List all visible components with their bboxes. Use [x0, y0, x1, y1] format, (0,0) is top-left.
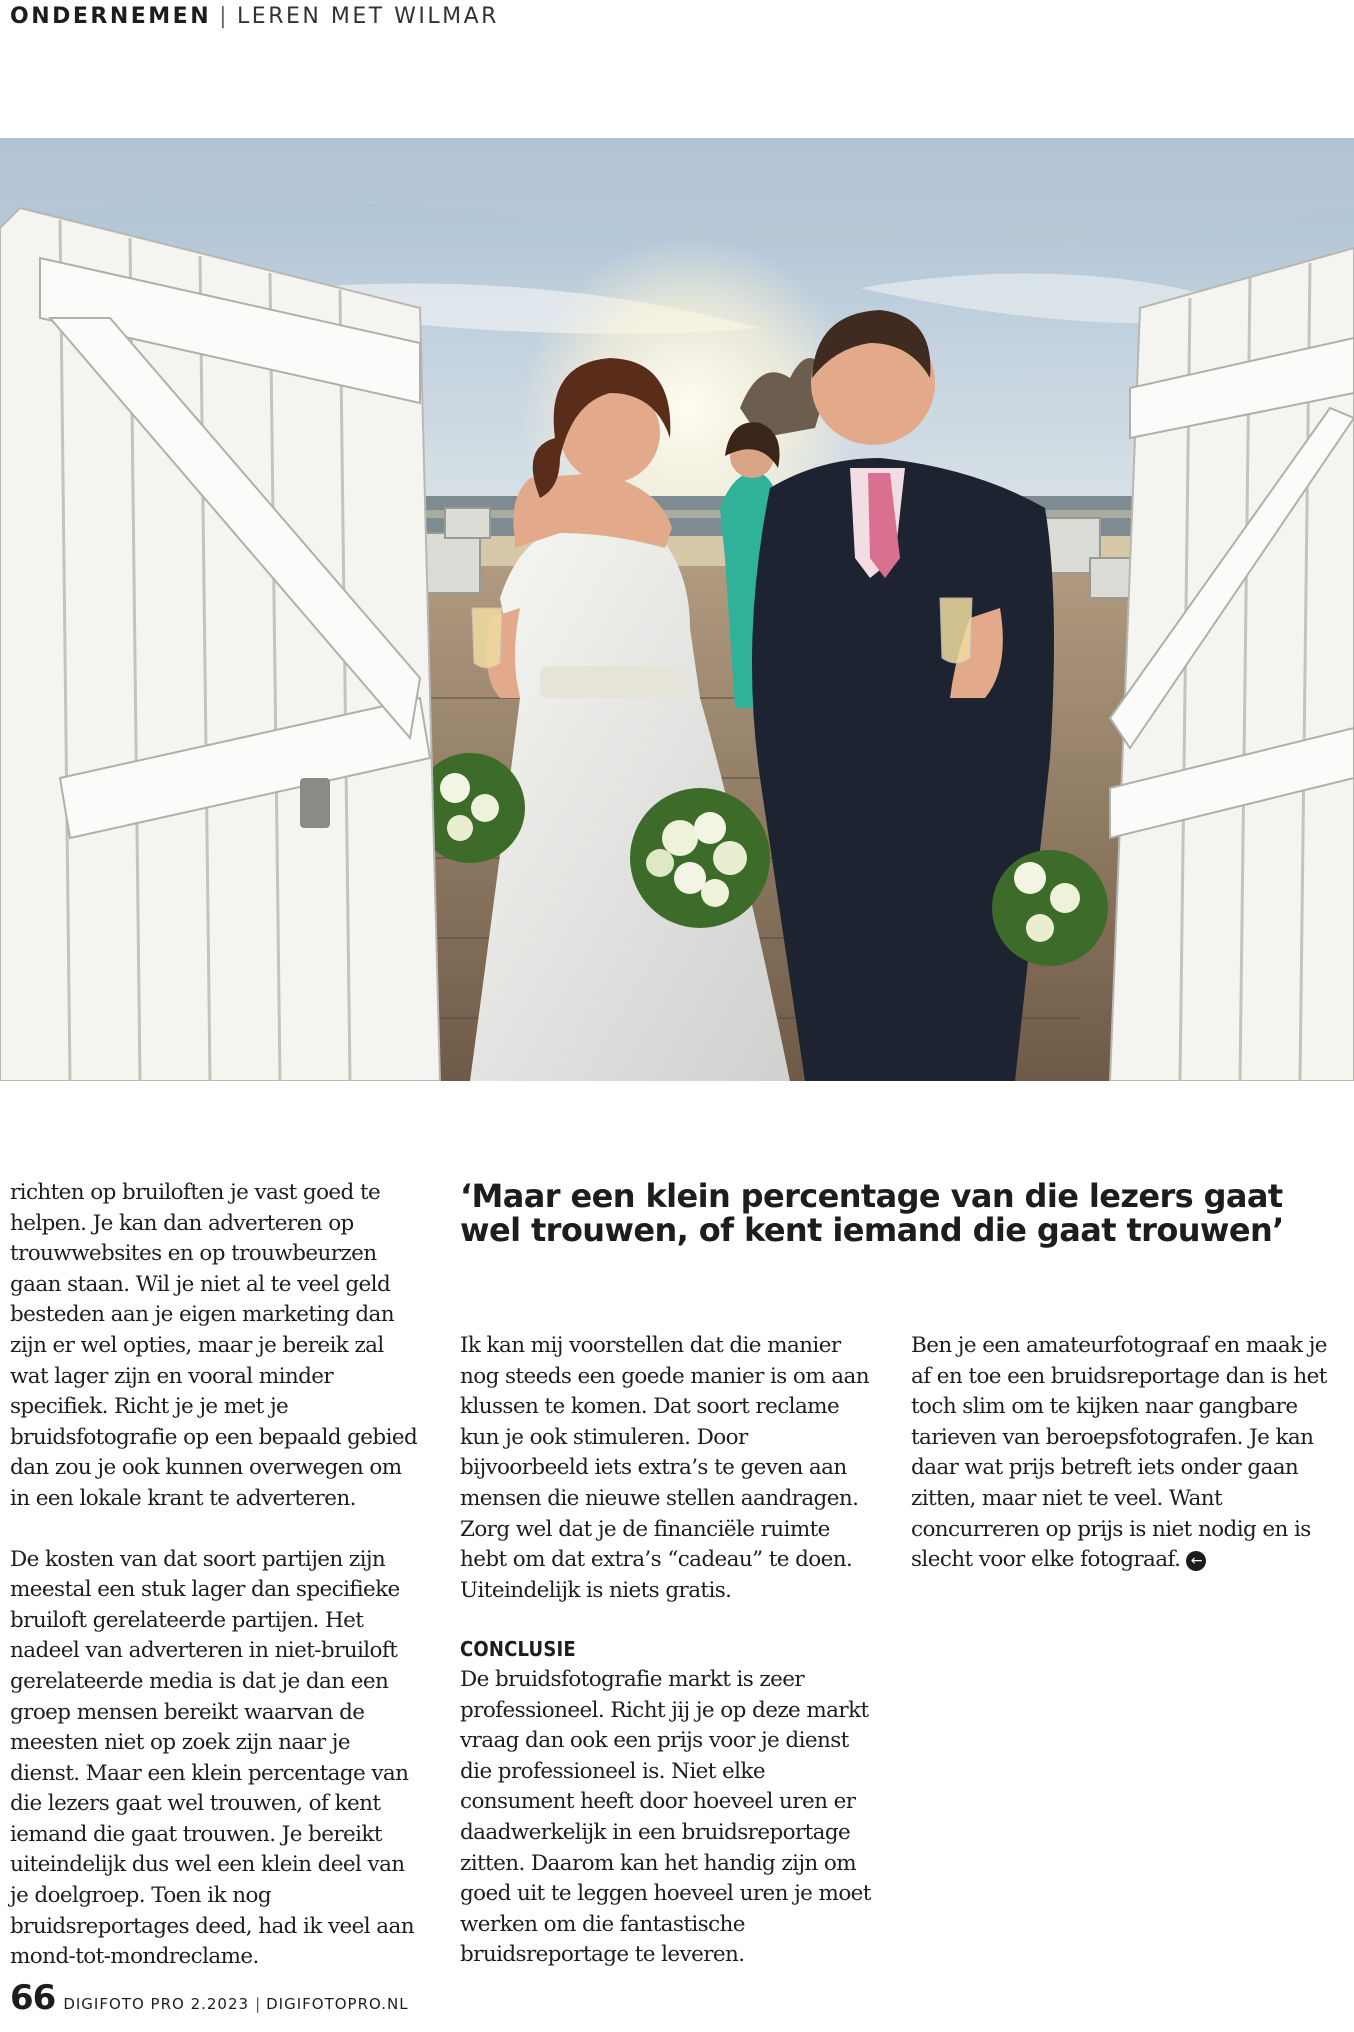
body-column-1	[10, 1178, 422, 1973]
section-label: ONDERNEMEN	[10, 4, 212, 29]
wedding-photo	[0, 138, 1354, 1081]
paragraph	[911, 1331, 1336, 1576]
paragraph: De kosten van dat soort partijen zijn meestal een stuk lager dan specifieke bruiloft gerelateerde partijen. Het nadeel van adverteren in niet-bruiloft gerelateerde media is dat je dan een groep mensen bereikt waarvan de meesten niet op zoek zijn naar je dienst. Maar een klein percentage van die lezers gaat wel trouwen, of kent iemand die gaat trouwen. Je bereikt uiteindelijk dus wel een klein deel van je doelgroep. Toen ik nog bruidsreportages deed, had ik veel aan mond-tot-mondreclame.	[10, 1546, 414, 1970]
body-column-2	[460, 1331, 880, 1971]
header-separator: |	[219, 4, 230, 29]
series-title: LEREN MET WILMAR	[237, 4, 499, 29]
page-number: 66	[10, 1978, 56, 2018]
paragraph: De bruidsfotografie markt is zeer professioneel. Richt jij je op deze markt vraag dan ook een prijs voor je dienst die professioneel is. Niet elke consument heeft door hoeveel uren er daadwerkelijk in een bruidsreportage zitten. Daarom kan het handig zijn om goed uit te leggen hoeveel uren je moet werken om die fantastische bruidsreportage te leveren.	[460, 1666, 871, 1968]
paragraph: Ik kan mij voorstellen dat die manier nog steeds een goede manier is om aan klussen te komen. Dat soort reclame kun je ook stimuleren. Door bijvoorbeeld iets extra’s te geven aan mensen die nieuwe stellen aandragen. Zorg wel dat je de financiële ruimte hebt om dat extra’s “cadeau” te doen. Uiteindelijk is niets gratis.	[460, 1333, 869, 1603]
page-footer	[10, 1978, 409, 2018]
paragraph: richten op bruiloften je vast goed te helpen. Je kan dan adverteren op trouwwebsites en op trouwbeurzen gaan staan. Wil je niet al te veel geld besteden aan je eigen marketing dan zijn er wel opties, maar je bereik zal wat lager zijn en vooral minder specifiek. Richt je je met je bruidsfotografie op een bepaald gebied dan zou je ook kunnen overwegen om in een lokale krant te adverteren.	[10, 1180, 418, 1511]
footer-separator: |	[255, 1995, 261, 2013]
section-heading: CONCLUSIE	[460, 1637, 576, 1662]
pull-quote: ‘Maar een klein percentage van die lezers gaat wel trouwen, of kent iemand die gaat trouwen’	[460, 1177, 1284, 1249]
end-of-article-icon: ←	[1186, 1551, 1206, 1571]
website-url: DIGIFOTOPRO.NL	[266, 1995, 409, 2013]
paragraph-text: Ben je een amateurfotograaf en maak je af en toe een bruidsreportage dan is het toch slim om te kijken naar gangbare tarieven van beroepsfotografen. Je kan daar wat prijs betreft iets onder gaan zitten, maar niet te veel. Want concurreren op prijs is niet nodig en is slecht voor elke fotograaf.	[911, 1333, 1327, 1573]
page-header	[10, 4, 499, 29]
body-column-3	[911, 1331, 1336, 1576]
magazine-issue: DIGIFOTO PRO 2.2023	[63, 1995, 250, 2013]
